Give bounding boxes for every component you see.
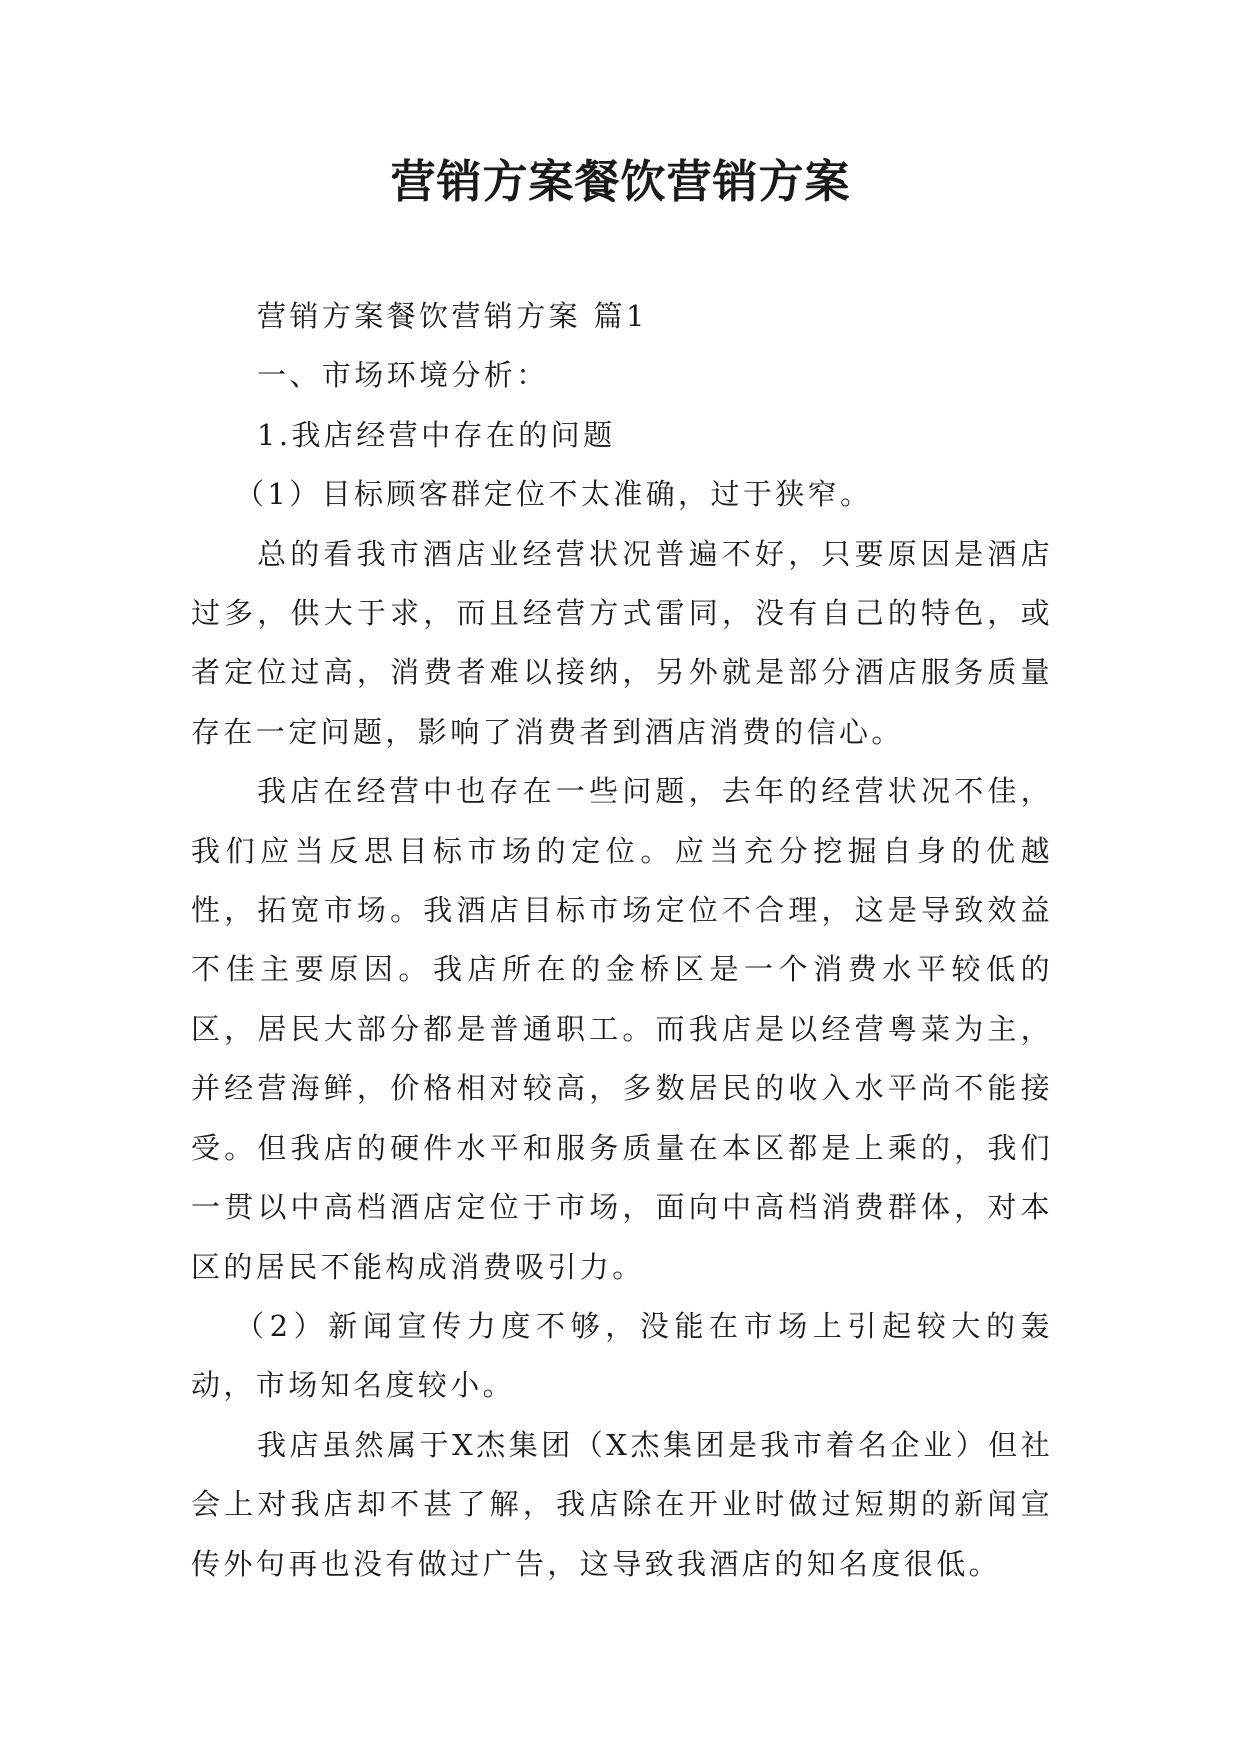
body-paragraph: 我店虽然属于X杰集团（X杰集团是我市着名企业）但社会上对我店却不甚了解，我店除在开业时做过短期的新闻宣传外句再也没有做过广告，这导致我酒店的知名度很低。 bbox=[191, 1427, 1053, 1581]
document-body bbox=[191, 287, 1053, 1594]
subsection-heading: 1.我店经营中存在的问题 bbox=[257, 417, 616, 452]
point-heading: （1）目标顾客群定位不太准确，过于狭窄。 bbox=[235, 477, 873, 512]
document-title: 营销方案餐饮营销方案 bbox=[390, 155, 851, 208]
point-heading: （2）新闻宣传力度不够，没能在市场上引起较大的轰动，市场知名度较小。 bbox=[191, 1308, 1053, 1403]
body-paragraph: 总的看我市酒店业经营状况普遍不好，只要原因是酒店过多，供大于求，而且经营方式雷同，没有自己的特色，或者定位过高，消费者难以接纳，另外就是部分酒店服务质量存在一定问题，影响了消费者到酒店消费的信心。 bbox=[191, 536, 1053, 749]
section-heading: 营销方案餐饮营销方案 篇1 bbox=[257, 299, 648, 333]
section-heading: 一、市场环境分析： bbox=[257, 358, 549, 393]
body-paragraph: 我店在经营中也存在一些问题，去年的经营状况不佳，我们应当反思目标市场的定位。应当充分挖掘自身的优越性，拓宽市场。我酒店目标市场定位不合理，这是导致效益不佳主要原因。我店所在的金桥区是一个消费水平较低的区，居民大部分都是普通职工。而我店是以经营粤菜为主，并经营海鲜，价格相对较高，多数居民的收入水平尚不能接受。但我店的硬件水平和服务质量在本区都是上乘的，我们一贯以中高档酒店定位于市场，面向中高档消费群体，对本区的居民不能构成消费吸引力。 bbox=[191, 774, 1053, 1284]
